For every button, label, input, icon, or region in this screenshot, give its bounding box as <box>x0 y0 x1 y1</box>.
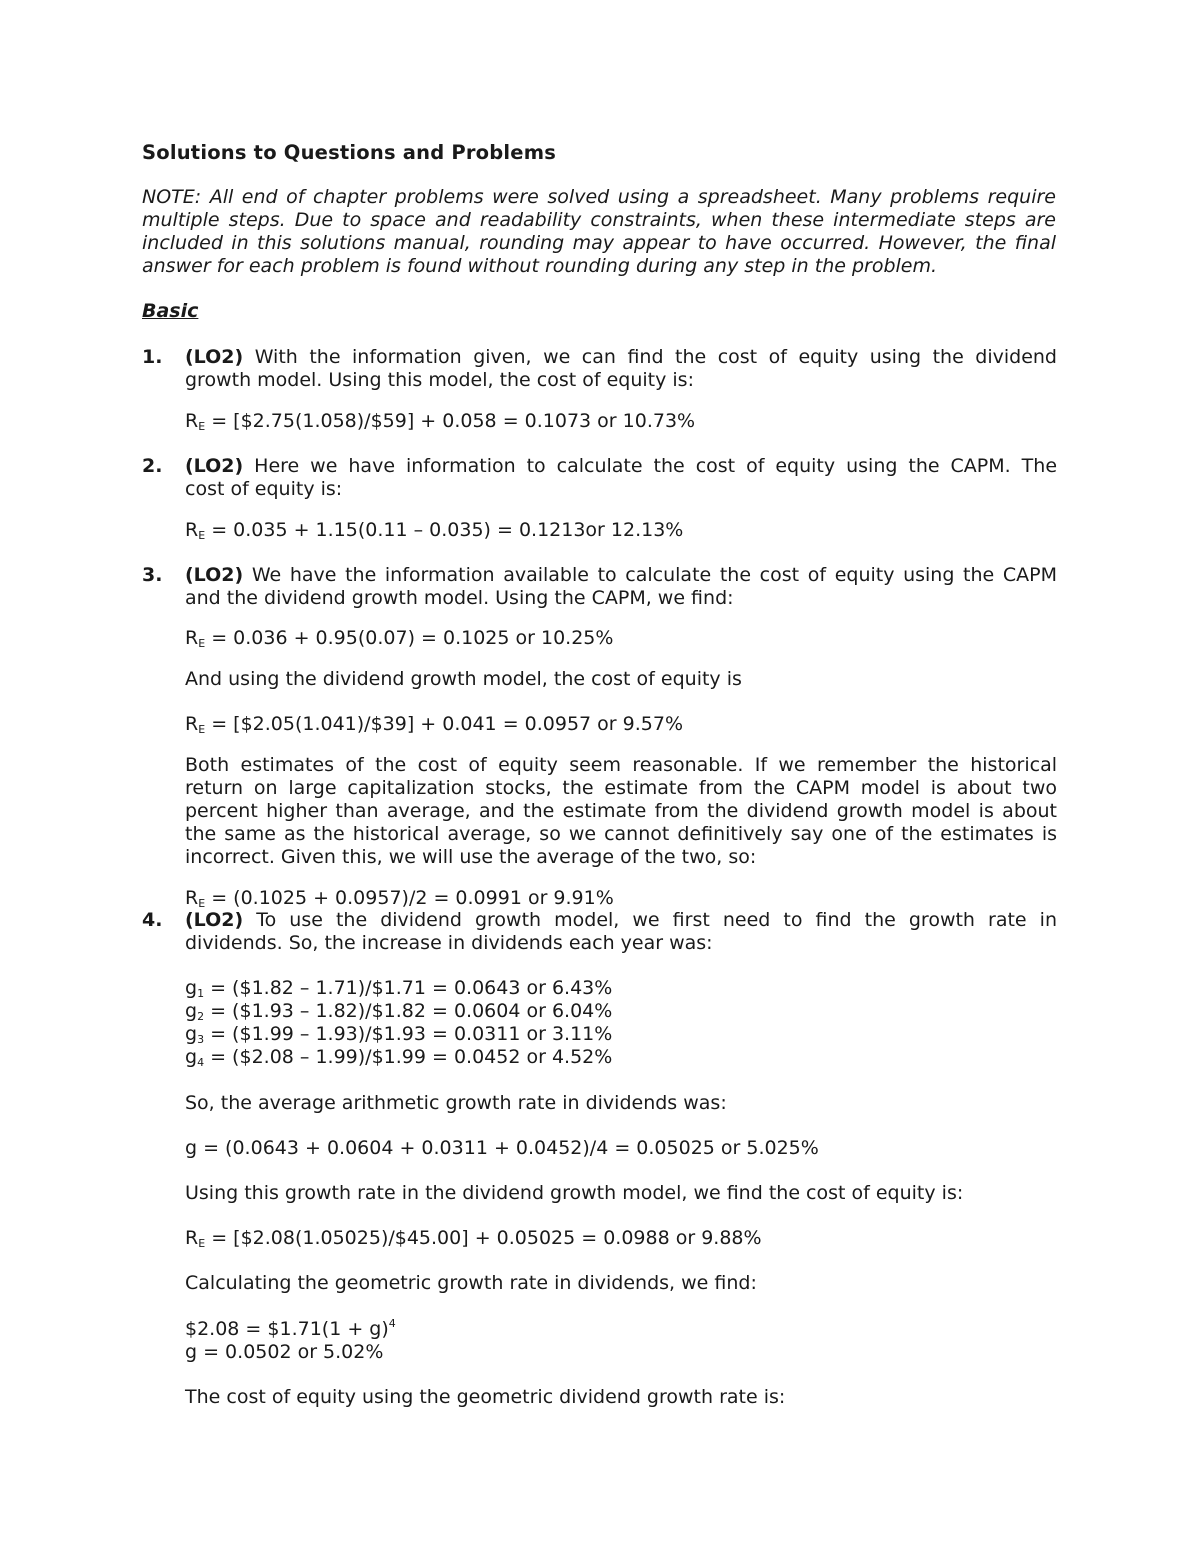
q4-tag: (LO2) <box>185 909 244 931</box>
q4-line-2: dividends. So, the increase in dividends each year was: <box>185 932 713 954</box>
q3-para-line-5: incorrect. Given this, we will use the average of the two, so: <box>185 846 757 868</box>
q4-text-last: The cost of equity using the geometric dividend growth rate is: <box>185 1386 786 1408</box>
q4-equation-re: $R_E$ = [$2.08(1.05025)/$45.00] + 0.05025 = 0.0988 or 9.88% <box>185 1227 762 1250</box>
q4-growth-3: $g_3$ = ($1.99 – 1.93)/$1.93 = 0.0311 or 3.11% <box>185 1023 613 1046</box>
q1-tag: (LO2) <box>185 346 244 368</box>
q4-text-use: Using this growth rate in the dividend growth model, we find the cost of equity is: <box>185 1182 964 1204</box>
q2-line-1: (LO2) Here we have information to calculate the cost of equity using the CAPM. The <box>185 455 1058 477</box>
q1-line-2: growth model. Using this model, the cost of equity is: <box>185 369 694 391</box>
q2-equation: $R_E = 0.035 + 1.15(0.11 - 0.035) = 0.1213or$ 12.13% <box>185 519 684 542</box>
q3-para-line-1: Both estimates of the cost of equity seem reasonable. If we remember the historical <box>185 754 1057 776</box>
q4-equation-geo-2: g = 0.0502 or 5.02% <box>185 1341 384 1363</box>
q4-growth-1: $g_1$ = ($1.82 – 1.71)/$1.71 = 0.0643 or 6.43% <box>185 977 613 1000</box>
q2-line-2: cost of equity is: <box>185 478 343 500</box>
q3-para-line-3: percent higher than average, and the estimate from the dividend growth model is about <box>185 800 1057 822</box>
page-title: Solutions to Questions and Problems <box>142 141 557 164</box>
q3-tag: (LO2) <box>185 564 244 586</box>
q4-equation-avg: g = (0.0643 + 0.0604 + 0.0311 + 0.0452)/4 = 0.05025 or 5.025% <box>185 1137 819 1159</box>
q4-text-geo: Calculating the geometric growth rate in dividends, we find: <box>185 1272 757 1294</box>
q3-line-1: (LO2) We have the information available to calculate the cost of equity using the CAPM <box>185 564 1057 586</box>
note-line-2: multiple steps. Due to space and readability constraints, when these intermediate steps are <box>142 209 1056 231</box>
q3-equation-3: $R_E = (0.1025 + 0.0957)/2 = 0.0991$ or 9.91% <box>185 887 614 910</box>
q2-number: 2. <box>142 455 163 477</box>
q4-growth-4: $g_4$ = ($2.08 – 1.99)/$1.99 = 0.0452 or 4.52% <box>185 1046 613 1069</box>
q4-line-1: (LO2) To use the dividend growth model, we first need to find the growth rate in <box>185 909 1057 931</box>
q4-growth-2: $g_2$ = ($1.93 – 1.82)/$1.82 = 0.0604 or 6.04% <box>185 1000 613 1023</box>
q4-text-avg: So, the average arithmetic growth rate in dividends was: <box>185 1092 727 1114</box>
q3-text-2: And using the dividend growth model, the cost of equity is <box>185 668 742 690</box>
note-line-4: answer for each problem is found without rounding during any step in the problem. <box>142 255 938 277</box>
q4-equation-geo-1: $2.08 = $1.71(1 + g)$^4$ <box>185 1317 396 1340</box>
q1-line-1: (LO2) With the information given, we can find the cost of equity using the dividend <box>185 346 1057 368</box>
note-line-1: NOTE: All end of chapter problems were solved using a spreadsheet. Many problems require <box>142 186 1056 208</box>
q1-equation: $R_E$ = [$2.75(1.058)/$59] + 0.058 = 0.1073 or 10.73% <box>185 410 696 433</box>
q3-number: 3. <box>142 564 163 586</box>
q3-line-2: and the dividend growth model. Using the CAPM, we find: <box>185 587 734 609</box>
q4-number: 4. <box>142 909 163 931</box>
q2-tag: (LO2) <box>185 455 244 477</box>
q3-equation-1: $R_E = 0.036 + 0.95(0.07) = 0.1025$ or 10.25% <box>185 627 614 650</box>
note-line-3: included in this solutions manual, rounding may appear to have occurred. However, the final <box>142 232 1056 254</box>
q1-number: 1. <box>142 346 163 368</box>
q3-para-line-4: the same as the historical average, so we cannot definitively say one of the estimates is <box>185 823 1057 845</box>
section-heading: Basic <box>142 300 199 322</box>
q3-equation-2: $R_E$ = [$2.05(1.041)/$39] + 0.041 = 0.0957 or 9.57% <box>185 713 684 736</box>
q3-para-line-2: return on large capitalization stocks, the estimate from the CAPM model is about two <box>185 777 1057 799</box>
